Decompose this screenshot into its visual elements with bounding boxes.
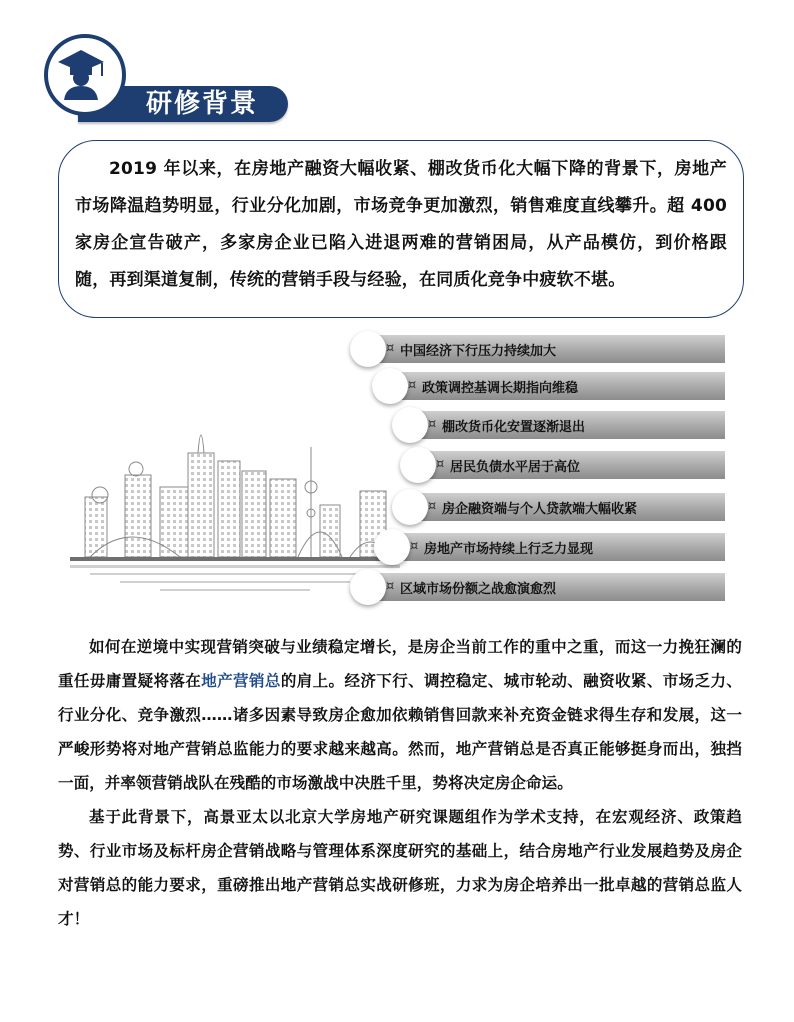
factor-item [370,573,725,601]
factor-item [392,372,725,400]
body-paragraph-1-start: 如何在逆境中实现营销突破与业绩稳定增长，是房企当前工作的重中之重，而这一力挽狂澜的重任毋庸置疑将落在 [58,638,742,690]
header-emblem [44,34,126,116]
factor-bullet: ¤ [386,579,395,594]
factor-bullet: ¤ [436,457,445,472]
factors-illustration [70,325,730,605]
factor-label: 棚改货币化安置逐渐退出 [442,419,586,435]
factor-bullet: ¤ [410,539,419,554]
factor-item [370,335,725,363]
factor-item [412,411,725,439]
city-skyline-illustration [70,387,400,602]
factor-label: 房地产市场持续上行乏力显现 [424,541,594,557]
factor-item [412,493,725,521]
factor-label: 中国经济下行压力持续加大 [400,343,557,359]
intro-paragraph: 2019 年以来，在房地产融资大幅收紧、棚改货币化大幅下降的背景下，房地产市场降温趋势明显，行业分化加剧，市场竞争更加激烈，销售难度直线攀升。超 400 家房企宣告破产，多家房企业已陷入进退两难的营销困局，从产品模仿，到价格跟随，再到渠道复制，传统的营销手段与经验，在同质化竞争中疲软不堪。 [75,159,727,290]
highlight-term: 地产营销总 [201,672,281,690]
factor-label: 居民负债水平居于高位 [450,459,581,475]
body-text [58,630,742,936]
intro-box [58,140,744,318]
factor-bullet: ¤ [408,378,417,393]
factor-label: 政策调控基调长期指向维稳 [422,380,579,396]
body-paragraph-1-end: 的肩上。经济下行、调控稳定、城市轮动、融资收紧、市场乏力、行业分化、竞争激烈……诸多因素导致房企愈加依赖销售回款来补充资金链求得生存和发展，这一严峻形势将对地产营销总监能力的要求越来越高。然而，地产营销总是否真正能够挺身而出，独挡一面，并率领营销战队在残酷的市场激战中决胜千里，势将决定房企命运。 [58,672,742,792]
factor-label: 房企融资端与个人贷款端大幅收紧 [442,501,638,517]
section-title: 研修背景 [146,89,259,119]
factor-bullet: ¤ [386,341,395,356]
graduate-icon [48,38,114,104]
body-paragraph-2: 基于此背景下，高景亚太以北京大学房地产研究课题组作为学术支持，在宏观经济、政策趋势、行业市场及标杆房企营销战略与管理体系深度研究的基础上，结合房地产行业发展趋势及房企对营销总的能力要求，重磅推出地产营销总实战研修班，力求为房企培养出一批卓越的营销总监人才！ [58,808,742,928]
factor-item [420,451,725,479]
body-paragraph-1 [58,630,742,800]
factor-bullet: ¤ [428,499,437,514]
factor-bullet: ¤ [428,417,437,432]
section-header [40,26,270,119]
factor-label: 区域市场份额之战愈演愈烈 [400,581,557,597]
factor-item [394,533,725,561]
